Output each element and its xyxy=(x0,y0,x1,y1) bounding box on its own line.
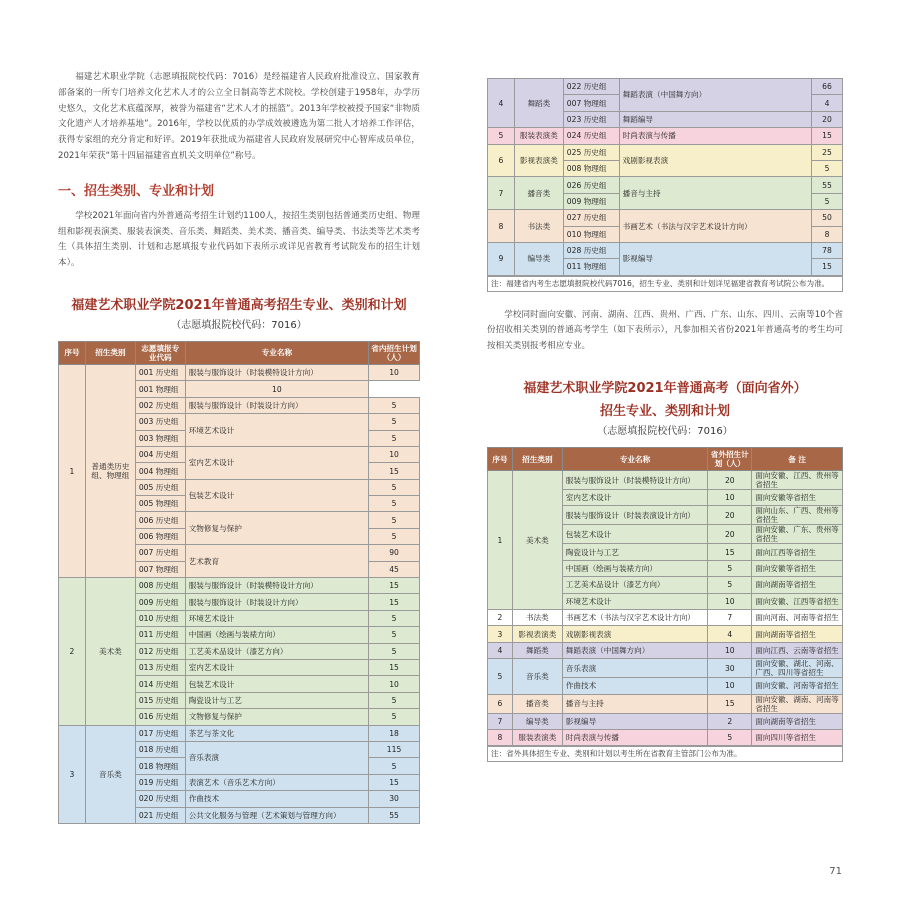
row-plan: 20 xyxy=(708,506,752,525)
th-category: 招生类别 xyxy=(85,341,135,364)
row-plan: 5 xyxy=(812,193,843,209)
row-code: 011 物理组 xyxy=(563,259,619,275)
row-plan: 55 xyxy=(812,177,843,193)
row-remark: 面向安徽、广东、贵州等省招生 xyxy=(752,525,843,544)
row-category: 美术类 xyxy=(85,578,135,726)
row-plan: 10 xyxy=(185,381,368,397)
row-major: 播音与主持 xyxy=(562,694,708,713)
row-remark: 面向安徽等省招生 xyxy=(752,560,843,576)
row-code: 025 历史组 xyxy=(563,144,619,160)
row-major: 时尚表演与传播 xyxy=(619,128,811,144)
row-plan: 15 xyxy=(812,259,843,275)
table-row xyxy=(488,128,843,144)
row-plan: 66 xyxy=(812,79,843,95)
row-plan: 15 xyxy=(369,463,420,479)
table-continued-body xyxy=(488,79,843,276)
row-major: 服装与服饰设计（时装表演设计方向） xyxy=(562,506,708,525)
row-major: 服装与服饰设计（时装设计方向） xyxy=(185,397,368,413)
row-index: 2 xyxy=(59,578,86,726)
row-plan: 5 xyxy=(812,160,843,176)
table2-subtitle: （志愿填报院校代码：7016） xyxy=(597,426,733,438)
row-plan: 5 xyxy=(369,512,420,528)
row-major: 影视编导 xyxy=(619,242,811,275)
row-category: 舞蹈类 xyxy=(514,79,563,128)
row-code: 003 物理组 xyxy=(135,430,185,446)
row-code: 019 历史组 xyxy=(135,774,185,790)
row-index: 3 xyxy=(488,626,513,642)
row-index: 7 xyxy=(488,177,515,210)
th-major: 专业名称 xyxy=(185,341,368,364)
row-plan: 20 xyxy=(812,111,843,127)
th2-remark: 备 注 xyxy=(752,448,843,471)
row-plan: 5 xyxy=(708,560,752,576)
row-plan: 10 xyxy=(369,446,420,462)
row-major: 环境艺术设计 xyxy=(562,593,708,609)
row-major: 文物修复与保护 xyxy=(185,709,368,725)
row-code: 002 历史组 xyxy=(135,397,185,413)
table2-body xyxy=(488,471,843,746)
row-plan: 15 xyxy=(369,774,420,790)
row-major: 服装与服饰设计（时装模特设计方向） xyxy=(185,578,368,594)
row-category: 服装表演类 xyxy=(514,128,563,144)
row-code: 001 物理组 xyxy=(135,381,185,397)
row-major: 服装与服饰设计（时装设计方向） xyxy=(185,594,368,610)
th2-category: 招生类别 xyxy=(512,448,562,471)
row-code: 006 物理组 xyxy=(135,528,185,544)
row-plan: 10 xyxy=(708,678,752,694)
row-plan: 5 xyxy=(369,758,420,774)
row-plan: 8 xyxy=(812,226,843,242)
th2-index: 序号 xyxy=(488,448,513,471)
table-row xyxy=(488,713,843,729)
row-code: 006 历史组 xyxy=(135,512,185,528)
row-major: 舞蹈表演（中国舞方向） xyxy=(619,79,811,112)
row-index: 9 xyxy=(488,242,515,275)
row-index: 5 xyxy=(488,128,515,144)
row-category: 书法类 xyxy=(512,610,562,626)
row-major: 表演艺术（音乐艺术方向） xyxy=(185,774,368,790)
row-category: 普通类历史组、物理组 xyxy=(85,364,135,577)
row-category: 影视表演类 xyxy=(514,144,563,177)
th-index: 序号 xyxy=(59,341,86,364)
row-code: 007 物理组 xyxy=(563,95,619,111)
row-index: 8 xyxy=(488,210,515,243)
row-index: 7 xyxy=(488,713,513,729)
table-row xyxy=(59,578,420,594)
row-code: 009 历史组 xyxy=(135,594,185,610)
row-plan: 5 xyxy=(369,643,420,659)
row-code: 007 物理组 xyxy=(135,561,185,577)
th2-plan: 省外招生计划（人） xyxy=(708,448,752,471)
province-paragraph: 学校同时面向安徽、河南、湖南、江西、贵州、广西、广东、山东、四川、云南等10个省份招收相关类别的普通高考学生（如下表所示），凡参加相关省份2021年普通高考的考生均可按相关类别报考相应专业。 xyxy=(487,309,843,352)
row-code: 008 历史组 xyxy=(135,578,185,594)
row-code: 027 历史组 xyxy=(563,210,619,226)
row-remark: 面向安徽、江西、贵州等省招生 xyxy=(752,471,843,490)
row-code: 010 物理组 xyxy=(563,226,619,242)
row-category: 服装表演类 xyxy=(512,729,562,745)
row-plan: 45 xyxy=(369,561,420,577)
row-plan: 5 xyxy=(369,397,420,413)
table2-header-row xyxy=(488,448,843,471)
table-row xyxy=(488,177,843,193)
row-major: 服装与服饰设计（时装模特设计方向） xyxy=(562,471,708,490)
row-plan: 55 xyxy=(369,807,420,823)
row-plan: 18 xyxy=(369,725,420,741)
section-paragraph: 学校2021年面向省内外普通高考招生计划约1100人，按招生类别包括普通类历史组、物理组和影视表演类、服装表演类、音乐类、舞蹈类、美术类、播音类、编导类、书法类等艺术类考生（具体招生类别、计划和志愿填报专业代码如下表所示或详见省教育考试院发布的招生计划本）。 xyxy=(58,210,420,269)
row-major: 戏剧影视表演 xyxy=(619,144,811,177)
row-major: 艺术教育 xyxy=(185,545,368,578)
row-code: 028 历史组 xyxy=(563,242,619,258)
row-major: 戏剧影视表演 xyxy=(562,626,708,642)
table-row xyxy=(488,626,843,642)
page-number: 71 xyxy=(829,866,842,877)
row-remark: 面向安徽等省招生 xyxy=(752,490,843,506)
row-major: 包装艺术设计 xyxy=(185,479,368,512)
row-index: 3 xyxy=(59,725,86,823)
row-plan: 30 xyxy=(708,659,752,678)
table-row xyxy=(488,144,843,160)
row-remark: 面向湖南等省招生 xyxy=(752,626,843,642)
row-major: 室内艺术设计 xyxy=(185,660,368,676)
row-category: 舞蹈类 xyxy=(512,642,562,658)
row-code: 017 历史组 xyxy=(135,725,185,741)
row-category: 音乐类 xyxy=(512,659,562,694)
row-major: 陶瓷设计与工艺 xyxy=(562,544,708,560)
row-category: 播音类 xyxy=(514,177,563,210)
row-plan: 20 xyxy=(708,471,752,490)
table1-header-row xyxy=(59,341,420,364)
row-remark: 面向江西、云南等省招生 xyxy=(752,642,843,658)
row-plan: 4 xyxy=(708,626,752,642)
row-code: 016 历史组 xyxy=(135,709,185,725)
row-plan: 5 xyxy=(369,610,420,626)
row-plan: 5 xyxy=(369,479,420,495)
row-index: 4 xyxy=(488,642,513,658)
table-row xyxy=(488,210,843,226)
row-remark: 面向安徽、湖北、河南、广西、四川等省招生 xyxy=(752,659,843,678)
table-row xyxy=(488,642,843,658)
row-plan: 25 xyxy=(812,144,843,160)
table1-body xyxy=(59,364,420,823)
row-major: 包装艺术设计 xyxy=(562,525,708,544)
row-code: 024 历史组 xyxy=(563,128,619,144)
row-code: 005 历史组 xyxy=(135,479,185,495)
row-plan: 30 xyxy=(369,791,420,807)
row-code: 004 物理组 xyxy=(135,463,185,479)
table-row xyxy=(488,242,843,258)
row-plan: 7 xyxy=(708,610,752,626)
row-plan: 10 xyxy=(708,642,752,658)
row-major: 文物修复与保护 xyxy=(185,512,368,545)
intro-paragraph: 福建艺术职业学院（志愿填报院校代码：7016）是经福建省人民政府批准设立、国家教育部备案的一所专门培养文化艺术人才的公立全日制高等艺术院校。学校创建于1958年，办学历史悠久，文化艺术底蕴深厚，被誉为福建省“艺术人才的摇篮”。2013年学校被授予国家“非物质文化遗产人才培养基地”。2016年，学校以优质的办学成效被遴选为第二批人才培养工作评估，获得专家组的充分肯定和好评。2019年获批成为福建省人民政府发展研究中心智库成员单位，2021年荣获“第十四届福建省直机关文明单位”称号。 xyxy=(58,72,420,161)
row-plan: 5 xyxy=(369,496,420,512)
row-remark: 面向河南、河南等省招生 xyxy=(752,610,843,626)
table-row xyxy=(488,79,843,95)
row-plan: 20 xyxy=(708,525,752,544)
row-plan: 5 xyxy=(369,430,420,446)
row-index: 6 xyxy=(488,144,515,177)
table-row xyxy=(488,610,843,626)
row-major: 时尚表演与传播 xyxy=(562,729,708,745)
row-remark: 面向山东、广西、贵州等省招生 xyxy=(752,506,843,525)
table2-title: 福建艺术职业学院2021年普通高考（面向省外） xyxy=(523,381,807,397)
row-code: 008 物理组 xyxy=(563,160,619,176)
row-major: 公共文化服务与管理（艺术策划与管理方向） xyxy=(185,807,368,823)
row-code: 012 历史组 xyxy=(135,643,185,659)
row-major: 舞蹈编导 xyxy=(619,111,811,127)
row-plan: 78 xyxy=(812,242,843,258)
row-major: 播音与主持 xyxy=(619,177,811,210)
row-category: 音乐类 xyxy=(85,725,135,823)
row-major: 室内艺术设计 xyxy=(562,490,708,506)
left-column xyxy=(58,70,420,824)
row-plan: 90 xyxy=(369,545,420,561)
row-major: 环境艺术设计 xyxy=(185,610,368,626)
row-code: 004 历史组 xyxy=(135,446,185,462)
row-major: 书画艺术（书法与汉字艺术设计方向） xyxy=(619,210,811,243)
row-major: 中国画（绘画与装裱方向） xyxy=(562,560,708,576)
table-row xyxy=(488,694,843,713)
row-code: 023 历史组 xyxy=(563,111,619,127)
row-index: 6 xyxy=(488,694,513,713)
table1-title: 福建艺术职业学院2021年普通高考招生专业、类别和计划 xyxy=(71,297,407,313)
table-continued xyxy=(487,78,843,276)
row-plan: 4 xyxy=(812,95,843,111)
row-code: 018 物理组 xyxy=(135,758,185,774)
table1 xyxy=(58,341,420,824)
row-plan: 10 xyxy=(708,593,752,609)
table2 xyxy=(487,447,843,746)
row-major: 作曲技术 xyxy=(562,678,708,694)
row-code: 005 物理组 xyxy=(135,496,185,512)
row-plan: 15 xyxy=(369,578,420,594)
row-plan: 15 xyxy=(369,660,420,676)
row-code: 020 历史组 xyxy=(135,791,185,807)
row-index: 4 xyxy=(488,79,515,128)
row-code: 013 历史组 xyxy=(135,660,185,676)
row-index: 5 xyxy=(488,659,513,694)
row-code: 001 历史组 xyxy=(135,364,185,380)
row-major: 影视编导 xyxy=(562,713,708,729)
row-plan: 5 xyxy=(369,627,420,643)
row-remark: 面向江西等省招生 xyxy=(752,544,843,560)
row-plan: 15 xyxy=(708,694,752,713)
row-category: 编导类 xyxy=(512,713,562,729)
row-plan: 50 xyxy=(812,210,843,226)
row-remark: 面向安徽、河南等省招生 xyxy=(752,678,843,694)
th-code: 志愿填报专业代码 xyxy=(135,341,185,364)
row-index: 2 xyxy=(488,610,513,626)
row-remark: 面向安徽、湖南、河南等省招生 xyxy=(752,694,843,713)
row-major: 作曲技术 xyxy=(185,791,368,807)
row-major: 陶瓷设计与工艺 xyxy=(185,692,368,708)
row-plan: 10 xyxy=(369,364,420,380)
row-remark: 面向湖南等省招生 xyxy=(752,713,843,729)
row-category: 播音类 xyxy=(512,694,562,713)
row-code: 018 历史组 xyxy=(135,741,185,757)
row-code: 007 历史组 xyxy=(135,545,185,561)
row-remark: 面向湖南等省招生 xyxy=(752,577,843,593)
row-plan: 15 xyxy=(812,128,843,144)
table-row xyxy=(59,725,420,741)
row-code: 011 历史组 xyxy=(135,627,185,643)
th2-major: 专业名称 xyxy=(562,448,708,471)
row-plan: 5 xyxy=(708,577,752,593)
row-major: 音乐表演 xyxy=(185,741,368,774)
row-code: 014 历史组 xyxy=(135,676,185,692)
th-plan: 省内招生计划（人） xyxy=(369,341,420,364)
row-major: 中国画（绘画与装裱方向） xyxy=(185,627,368,643)
table-continued-note: 注：福建省内考生志愿填报院校代码7016，招生专业、类别和计划详见福建省教育考试院公布为准。 xyxy=(487,276,843,292)
row-code: 009 物理组 xyxy=(563,193,619,209)
row-plan: 5 xyxy=(369,528,420,544)
row-major: 环境艺术设计 xyxy=(185,414,368,447)
table-row xyxy=(488,729,843,745)
table-row xyxy=(488,471,843,490)
row-index: 1 xyxy=(488,471,513,610)
row-code: 026 历史组 xyxy=(563,177,619,193)
row-code: 003 历史组 xyxy=(135,414,185,430)
row-major: 工艺美术品设计（漆艺方向） xyxy=(185,643,368,659)
row-remark: 面向四川等省招生 xyxy=(752,729,843,745)
row-plan: 5 xyxy=(369,692,420,708)
row-category: 编导类 xyxy=(514,242,563,275)
row-code: 015 历史组 xyxy=(135,692,185,708)
table2-note: 注：省外具体招生专业、类别和计划以考生所在省教育主管部门公布为准。 xyxy=(487,746,843,762)
row-plan: 5 xyxy=(369,414,420,430)
row-plan: 5 xyxy=(369,709,420,725)
row-index: 8 xyxy=(488,729,513,745)
row-major: 茶艺与茶文化 xyxy=(185,725,368,741)
table1-subtitle: （志愿填报院校代码：7016） xyxy=(171,319,307,331)
row-category: 影视表演类 xyxy=(512,626,562,642)
row-remark: 面向安徽、江西等省招生 xyxy=(752,593,843,609)
row-plan: 2 xyxy=(708,713,752,729)
row-plan: 15 xyxy=(369,594,420,610)
row-major: 书画艺术（书法与汉字艺术设计方向） xyxy=(562,610,708,626)
row-code: 021 历史组 xyxy=(135,807,185,823)
row-code: 010 历史组 xyxy=(135,610,185,626)
row-plan: 10 xyxy=(708,490,752,506)
right-column xyxy=(487,78,843,762)
row-plan: 10 xyxy=(369,676,420,692)
table-row xyxy=(488,659,843,678)
row-index: 1 xyxy=(59,364,86,577)
row-category: 美术类 xyxy=(512,471,562,610)
row-major: 工艺美术品设计（漆艺方向） xyxy=(562,577,708,593)
section-heading: 一、招生类别、专业和计划 xyxy=(58,183,215,199)
table-row xyxy=(59,364,420,380)
row-code: 022 历史组 xyxy=(563,79,619,95)
row-plan: 115 xyxy=(369,741,420,757)
row-major: 音乐表演 xyxy=(562,659,708,678)
row-plan: 15 xyxy=(708,544,752,560)
table2-title2: 招生专业、类别和计划 xyxy=(599,404,730,420)
row-major: 舞蹈表演（中国舞方向） xyxy=(562,642,708,658)
row-major: 包装艺术设计 xyxy=(185,676,368,692)
row-major: 室内艺术设计 xyxy=(185,446,368,479)
row-plan: 5 xyxy=(708,729,752,745)
row-category: 书法类 xyxy=(514,210,563,243)
row-major: 服装与服饰设计（时装模特设计方向） xyxy=(185,364,368,380)
